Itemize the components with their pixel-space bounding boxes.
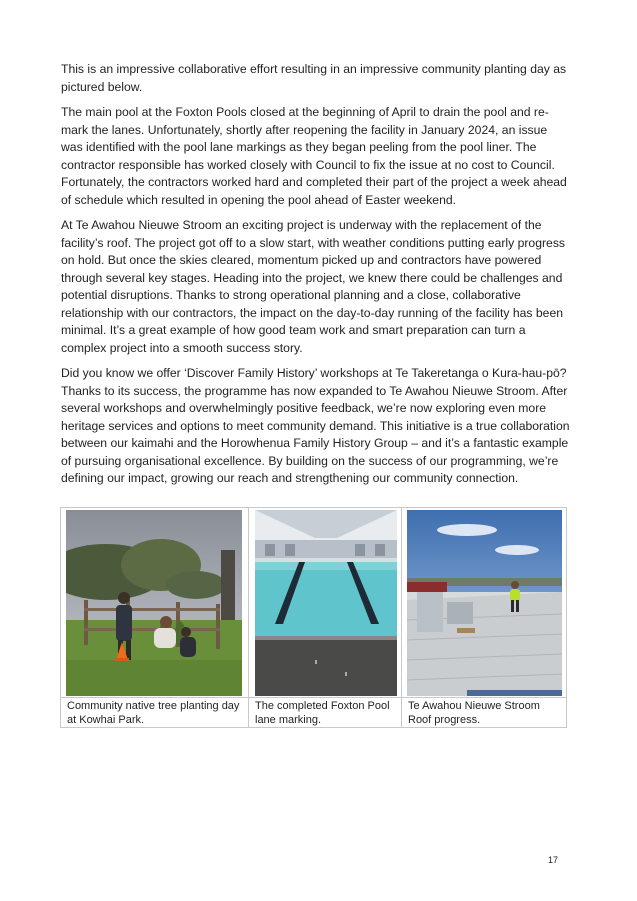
photo-cell-roof bbox=[401, 508, 566, 727]
caption-divider bbox=[402, 697, 566, 698]
roof-photo bbox=[407, 510, 562, 696]
pool-photo bbox=[255, 510, 397, 696]
photo-caption: Te Awahou Nieuwe Stroom Roof progress. bbox=[408, 700, 540, 726]
paragraph: The main pool at the Foxton Pools closed at the beginning of April to drain the pool and re-mark the lanes. Unfortunately, shortly after reopening the facility in January 2024, an issue was identified with the pool lane markings as they began peeling from the pool liner. The contractor responsible has worked closely with Council to fix the issue at no cost to Council. Fortunately, the contractors worked hard and completed their part of the project a week ahead of schedule which resulted in opening the pool ahead of Easter weekend. bbox=[61, 105, 567, 207]
caption-divider bbox=[61, 697, 248, 698]
photo-caption: Community native tree planting day at Kowhai Park. bbox=[67, 700, 240, 726]
page-number: 17 bbox=[548, 855, 559, 865]
photo-table bbox=[60, 507, 567, 728]
photo-cell-planting bbox=[61, 508, 248, 727]
paragraph: Did you know we offer ‘Discover Family History’ workshops at Te Takeretanga o Kura-hau-pō? Thanks to its success, the programme has now expanded to Te Awahou Nieuwe Stroom. After several workshops and overwhelmingly positive feedback, we’re now exploring even more heritage services and options to meet community demand. This initiative is a true collaboration between our kaimahi and the Horowhenua Family History Group – and it’s a fantastic example of pursuing organisational excellence. By building on the success of our programming, we’re defining our impact, growing our reach and strengthening our community connection. bbox=[61, 366, 570, 485]
paragraph: This is an impressive collaborative effort resulting in an impressive community planting day as pictured below. bbox=[61, 62, 567, 94]
body-text bbox=[61, 61, 571, 496]
photo-caption: The completed Foxton Pool lane marking. bbox=[255, 700, 390, 726]
paragraph: At Te Awahou Nieuwe Stroom an exciting project is underway with the replacement of the facility’s roof. The project got off to a slow start, with weather conditions putting early progress on hold. But once the skies cleared, momentum picked up and contractors have powered through several key stages. Heading into the project, we knew there could be challenges and potential disruptions. Thanks to strong operational planning and a close, collaborative relationship with our contractors, the impact on the day-to-day running of the facility has been minimal. It’s a great example of how good team work and smart preparation can turn a complex project into a smooth success story. bbox=[61, 218, 566, 355]
photo-cell-pool bbox=[248, 508, 401, 727]
tree-planting-photo bbox=[66, 510, 242, 696]
caption-divider bbox=[249, 697, 401, 698]
